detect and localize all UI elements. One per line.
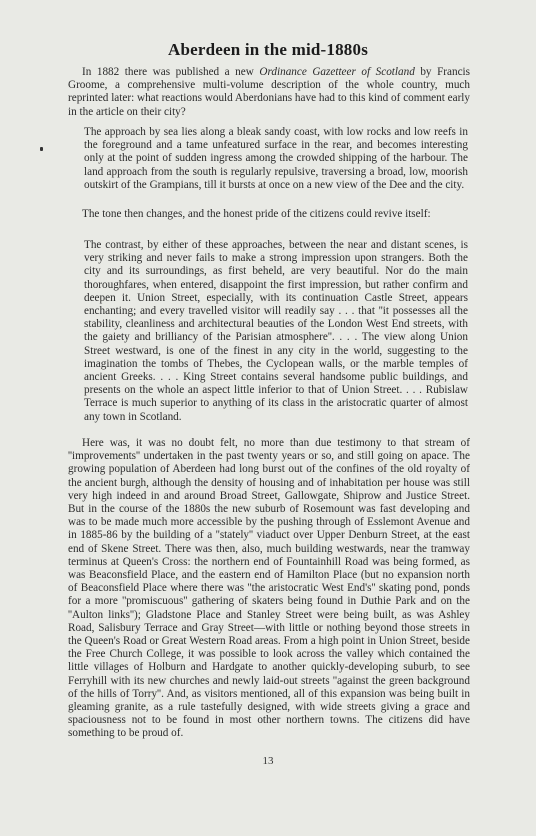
- gazetteer-title: Ordinance Gazetteer of Scotland: [259, 66, 415, 78]
- block-quote-approach: The approach by sea lies along a bleak sandy coast, with low rocks and low reefs in the foreground and a tame unfeatured surface in the rear, and becomes interesting only at the point of sudden ingress among the crowded shipping of the harbour. The land approach from the south is regularly repulsive, traversing a broad, low, moorish outskirt of the Grampians, till it bursts at once on a new view of the Dee and the city.: [84, 126, 468, 191]
- page-number: 13: [262, 755, 274, 767]
- intro-paragraph-text-start: In 1882 there was published a new: [82, 66, 260, 78]
- intro-paragraph: [68, 66, 470, 119]
- transition-paragraph: The tone then changes, and the honest pride of the citizens could revive itself:: [82, 208, 431, 220]
- margin-mark: [40, 147, 43, 151]
- intro-paragraph-text-end: by Francis Groome, a comprehensive multi-volume description of the whole country, much reprinted later: what reactions would Aberdonians have had to this kind of comment early in the article on their city?: [68, 66, 471, 118]
- page-title: Aberdeen in the mid-1880s: [167, 40, 369, 59]
- body-paragraph-improvements: Here was, it was no doubt felt, no more than due testimony to that stream of ''improvements'' undertaken in the past twenty years or so, and still going on apace. The growing population of Aberdeen had long burst out of the confines of the old royalty of the ancient burgh, although the density of housing and of inhabitation per house was still very high indeed in and around Broad Street, Gallowgate, Shiprow and Justice Street. But in the course of the 1880s the new suburb of Rosemount was fast developing and was to be made much more accessible by the pushing through of Esslemont Avenue and in 1885-86 by the building of a ''stately'' viaduct over Upper Denburn Street, at the east end of Skene Street. There was then, also, much building westwards, near the tramway terminus at Queen's Cross: the northern end of Fountainhill Road was being formed, as was Beaconsfield Place, and the eastern end of Hamilton Place (but no expansion north of Beaconsfield Place where there was ''the aristocratic West End's'' skating pond, ponds for a more ''promiscuous'' gathering of skaters being found in Duthie Park and on the ''Aulton links''); Gladstone Place and Stanley Street were being built, as was Ashley Road, Salisbury Terrace and Gray Street—with little or nothing beyond those streets in the Queen's Road or Great Western Road areas. From a high point in Union Street, beside the Free Church College, it was possible to look across the valley which contained the little villages of Holburn and Hardgate to another quickly-developing suburb, to see Ferryhill with its new churches and newly laid-out streets ''against the green background of the hills of Torry''. And, as visitors mentioned, all of this expansion was being built in gleaming granite, as a rule tastefully designed, with wide streets giving a grace and spaciousness not to be found in most other northern towns. The citizens did have something to be proud of.: [68, 437, 470, 740]
- block-quote-contrast: The contrast, by either of these approaches, between the near and distant scenes, is very striking and never fails to make a strong impression upon strangers. Both the city and its surroundings, as first beheld, are very beautiful. Nor do the main thoroughfares, when entered, disappoint the first impression, but rather confirm and deepen it. Union Street, especially, with its continuation Castle Street, appears enchanting; and every travelled visitor will readily say . . . that ''it possesses all the stability, cleanliness and architectural beauties of the London West End streets, with the gaiety and brilliancy of the Parisian atmosphere''. . . . The view along Union Street westward, is one of the finest in any city in the world, suggesting to the imagination the tombs of Thebes, the Cyclopean walls, or the marble temples of ancient Greeks. . . . King Street contains several handsome public buildings, and presents on the whole an aspect little inferior to that of Union Street. . . . Rubislaw Terrace is much superior to anything of its class in the aristocratic quarter of almost any town in Scotland.: [84, 239, 468, 423]
